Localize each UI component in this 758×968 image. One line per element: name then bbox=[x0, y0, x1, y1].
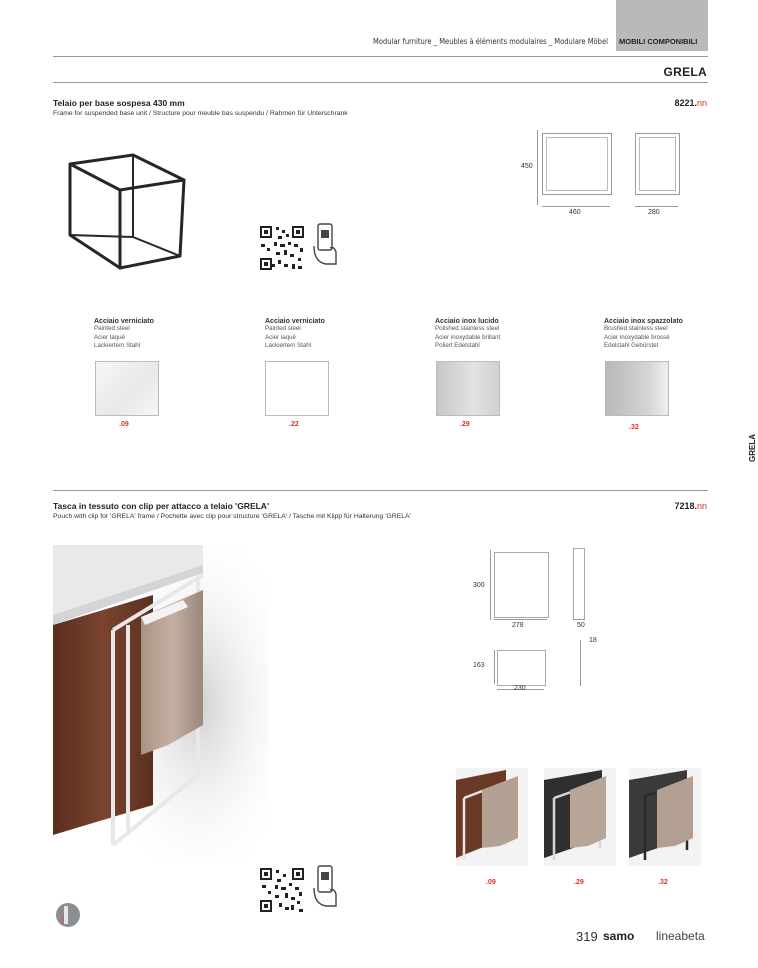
dim-depth-line bbox=[635, 206, 678, 207]
finish-title: Acciaio verniciato bbox=[265, 318, 325, 325]
variant-thumb-29 bbox=[544, 768, 616, 866]
product1-code-suffix: nn bbox=[696, 98, 707, 108]
product2-code-number: 7218. bbox=[674, 501, 697, 511]
dim-pocket-width: 230 bbox=[514, 685, 526, 692]
finish-line: Painted steel bbox=[265, 325, 301, 332]
product1-title: Telaio per base sospesa 430 mm bbox=[53, 98, 185, 108]
italy-badge-label: ITALY bbox=[60, 913, 65, 924]
finish-title: Acciaio verniciato bbox=[94, 318, 154, 325]
dim-height: 450 bbox=[521, 163, 533, 170]
dim-depth: 280 bbox=[648, 209, 660, 216]
finish-swatch-09 bbox=[95, 361, 159, 416]
breadcrumb: Modular furniture _ Meubles à éléments modulaires _ Modulare Möbel bbox=[373, 37, 608, 46]
dim-width-line bbox=[542, 206, 610, 207]
pocket-outline bbox=[497, 650, 546, 686]
pouch-side-outline bbox=[573, 548, 585, 620]
product2-title: Tasca in tessuto con clip per attacco a telaio 'GRELA' bbox=[53, 501, 269, 511]
clip-line bbox=[580, 640, 581, 686]
page-number: 319 bbox=[576, 929, 598, 944]
finish-code: .22 bbox=[289, 421, 299, 428]
variant-code: .32 bbox=[658, 879, 668, 886]
dim-pouch-height: 300 bbox=[473, 582, 485, 589]
finish-line: Acier laqué bbox=[265, 333, 296, 341]
section-tag bbox=[616, 0, 708, 51]
product1-code-number: 8221. bbox=[674, 98, 697, 108]
dim-width-line bbox=[494, 619, 547, 620]
product2-subtitle: Pouch with clip for 'GRELA' frame / Pochette avec clip pour structure 'GRELA' / Tasche mit Klipp für Halterung 'GRELA' bbox=[53, 513, 411, 520]
finish-item-22 bbox=[265, 318, 385, 351]
product2-code bbox=[674, 501, 707, 511]
finish-line: Polished stainless steel bbox=[435, 325, 500, 332]
header-divider bbox=[53, 56, 708, 57]
phone-scan-icon bbox=[312, 222, 340, 266]
qr-code-icon bbox=[258, 224, 306, 272]
finish-item-29 bbox=[435, 318, 555, 351]
qr-code-icon bbox=[258, 866, 306, 914]
section-tag-label: MOBILI COMPONIBILI bbox=[619, 37, 698, 46]
pouch-product-image bbox=[53, 545, 268, 865]
side-view-inner bbox=[639, 137, 676, 191]
finish-line: Acier inoxydable brossé bbox=[604, 333, 670, 341]
dim-width: 460 bbox=[569, 209, 581, 216]
product2-code-suffix: nn bbox=[696, 501, 707, 511]
finish-code: .09 bbox=[119, 421, 129, 428]
finish-item-09 bbox=[94, 318, 214, 351]
frame-product-image bbox=[66, 150, 191, 275]
finish-line: Poliert Edelstahl bbox=[435, 342, 480, 349]
finish-code: .32 bbox=[629, 424, 639, 431]
side-label: GRELA bbox=[748, 434, 757, 462]
phone-scan-icon bbox=[312, 864, 340, 908]
dim-clip: 18 bbox=[589, 637, 597, 644]
finish-line: Acier inoxydable brillant bbox=[435, 333, 501, 341]
product1-code bbox=[674, 98, 707, 108]
finish-swatch-29 bbox=[436, 361, 500, 416]
variant-code: .29 bbox=[574, 879, 584, 886]
variant-thumb-32 bbox=[629, 768, 701, 866]
finish-swatch-22 bbox=[265, 361, 329, 416]
dim-height-line bbox=[490, 550, 491, 620]
dim-pocket-height: 163 bbox=[473, 662, 485, 669]
finish-title: Acciaio inox spazzolato bbox=[604, 318, 683, 325]
dim-pouch-width: 278 bbox=[512, 622, 524, 629]
dim-depth-line bbox=[573, 619, 585, 620]
finish-title: Acciaio inox lucido bbox=[435, 318, 499, 325]
front-view-inner bbox=[546, 137, 608, 191]
finish-line: Acier laqué bbox=[94, 333, 125, 341]
dim-pouch-depth: 50 bbox=[577, 622, 585, 629]
finish-code: .29 bbox=[460, 421, 470, 428]
brand-line: lineabeta bbox=[656, 929, 705, 943]
product1-subtitle: Frame for suspended base unit / Structure pour meuble bas suspendu / Rahmen für Unterschrank bbox=[53, 110, 348, 117]
pouch-front-outline bbox=[494, 552, 549, 618]
italy-badge-icon bbox=[55, 902, 81, 928]
finish-swatch-32 bbox=[605, 361, 669, 416]
finish-line: Edelstahl Gebürstet bbox=[604, 342, 659, 349]
dim-height-line bbox=[537, 130, 538, 205]
variant-code: .09 bbox=[486, 879, 496, 886]
page-title: GRELA bbox=[663, 65, 707, 79]
finish-line: Painted steel bbox=[94, 325, 130, 332]
finish-line: Brushed stainless steel bbox=[604, 325, 668, 332]
finish-line: Lackiertem Stahl bbox=[94, 342, 141, 349]
finish-line: Lackiertem Stahl bbox=[265, 342, 312, 349]
brand-logo: samo bbox=[603, 929, 635, 943]
variant-thumb-09 bbox=[456, 768, 528, 866]
finish-item-32 bbox=[604, 318, 724, 351]
title-divider bbox=[53, 82, 708, 83]
dim-h2-line bbox=[494, 650, 495, 684]
section-divider bbox=[53, 490, 708, 491]
